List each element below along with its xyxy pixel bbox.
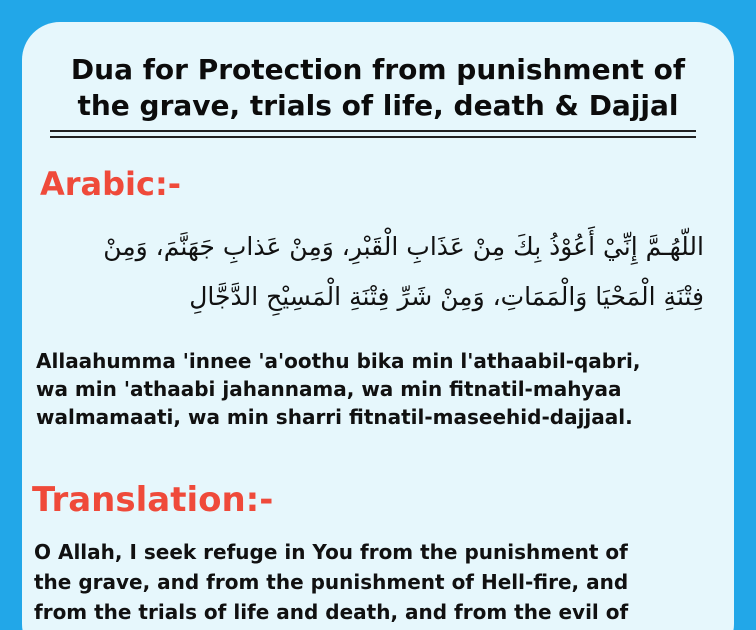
page-title — [22, 52, 734, 124]
translation-text — [34, 537, 724, 627]
arabic-line-1: اللّهُـمَّ إِنِّيْ أَعُوْذُ بِكَ مِنْ عَذَابِ الْقَبْرِ، وَمِنْ عَذابِ جَهَنَّمَ، وَمِنْ — [103, 232, 704, 261]
dua-card — [22, 22, 734, 630]
arabic-text — [42, 222, 704, 322]
arabic-line-2: فِتْنَةِ الْمَحْيَا وَالْمَمَاتِ، وَمِنْ شَرِّ فِتْنَةِ الْمَسِيْحِ الدَّجَّالِ — [189, 282, 704, 311]
transliteration-text — [36, 347, 726, 431]
transliteration-line-1: Allaahumma 'innee 'a'oothu bika min l'athaabil-qabri, — [36, 349, 641, 373]
transliteration-line-2: wa min 'athaabi jahannama, wa min fitnatil-mahyaa — [36, 377, 622, 401]
transliteration-line-3: walmamaati, wa min sharri fitnatil-maseehid-dajjaal. — [36, 405, 633, 429]
title-line-1: Dua for Protection from punishment of — [70, 53, 686, 86]
translation-heading: Translation:- — [32, 480, 274, 520]
translation-line-1: O Allah, I seek refuge in You from the punishment of — [34, 540, 628, 564]
arabic-heading: Arabic:- — [40, 165, 182, 203]
title-line-2: the grave, trials of life, death & Dajjal — [77, 89, 679, 122]
title-underline — [50, 130, 696, 138]
translation-line-2: the grave, and from the punishment of Hell-fire, and — [34, 570, 629, 594]
translation-line-3: from the trials of life and death, and from the evil of — [34, 600, 629, 624]
